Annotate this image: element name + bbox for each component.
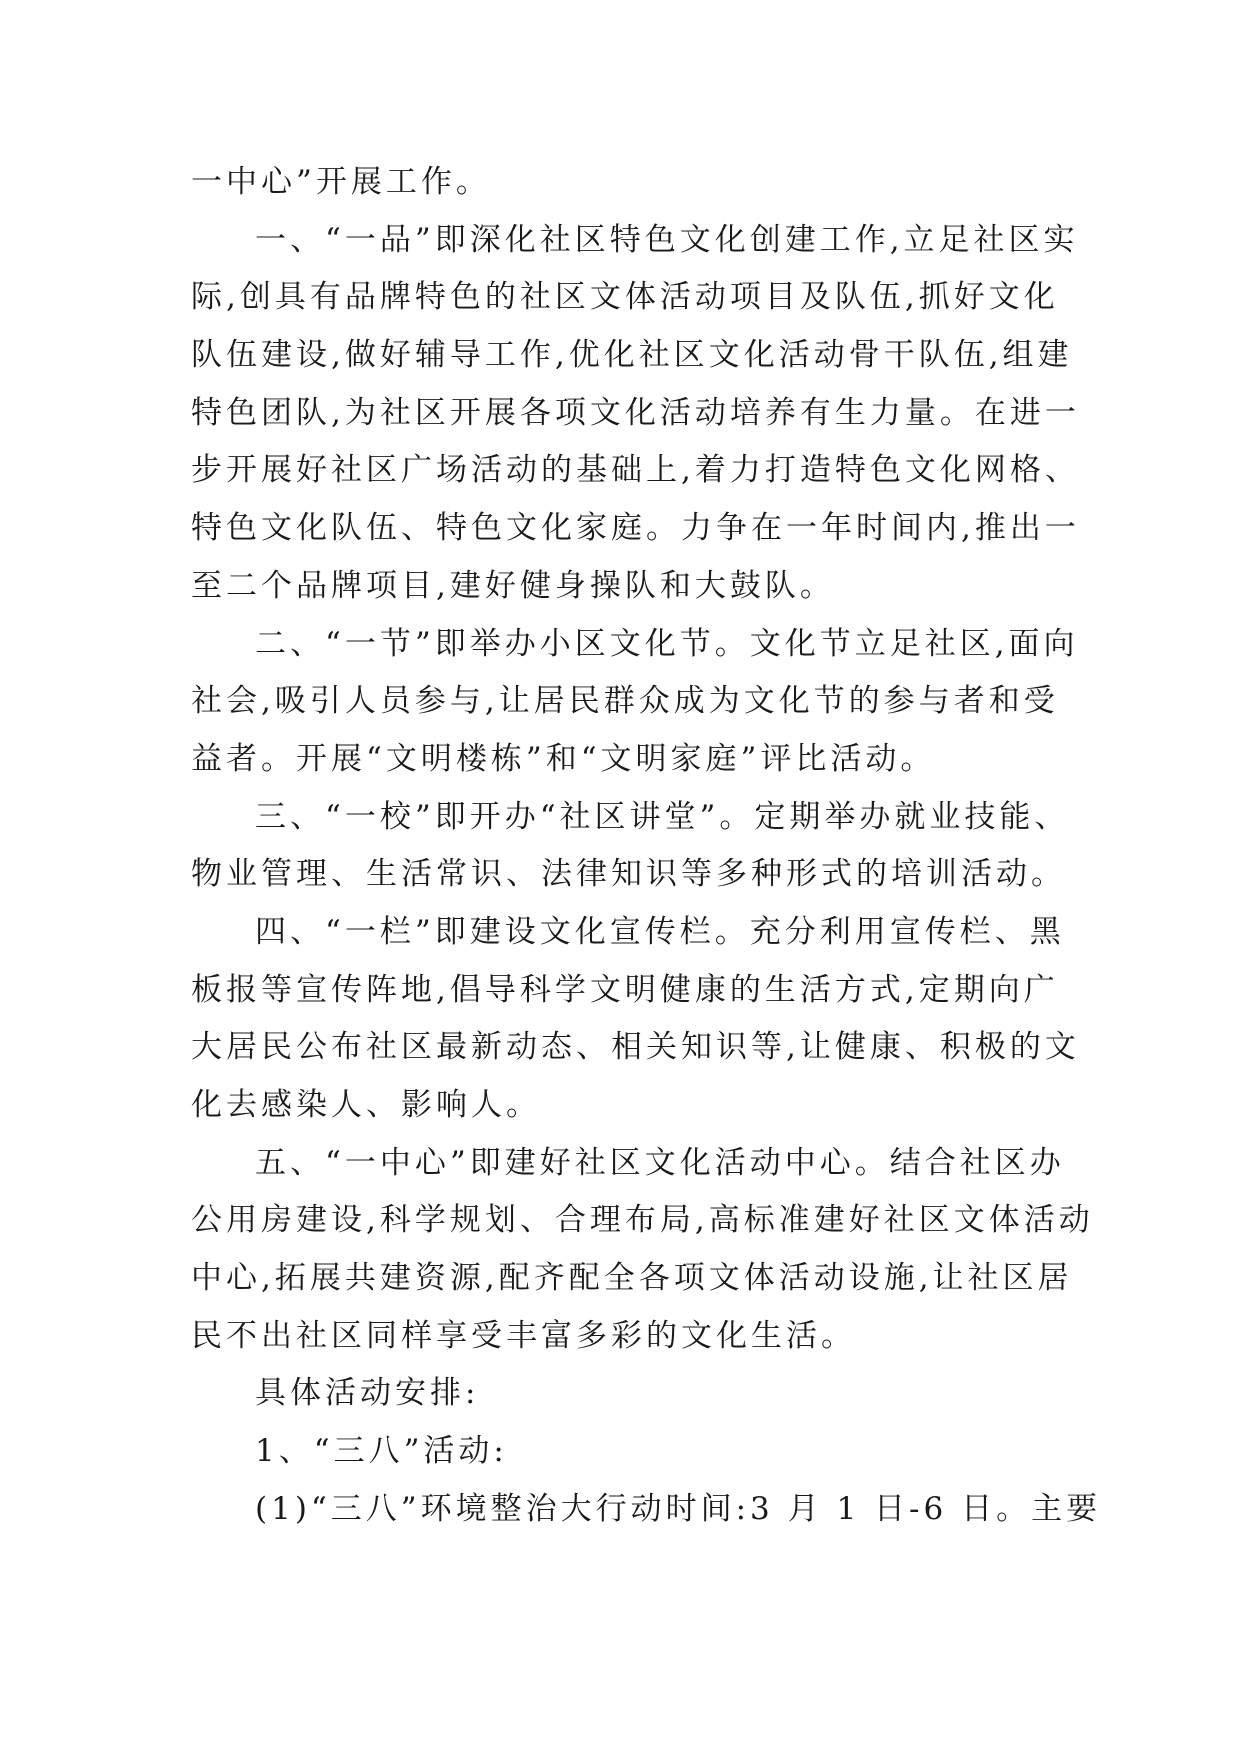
text-line: 一、“一品”即深化社区特色文化创建工作,立足社区实 xyxy=(255,221,1079,258)
text-line: 公用房建设,科学规划、合理布局,高标准建好社区文体活动 xyxy=(191,1202,1094,1239)
text-line: 队伍建设,做好辅导工作,优化社区文化活动骨干队伍,组建 xyxy=(191,337,1073,374)
text-line: 具体活动安排: xyxy=(255,1375,480,1412)
text-line: 五、“一中心”即建好社区文化活动中心。结合社区办 xyxy=(255,1144,1065,1181)
text-line: 步开展好社区广场活动的基础上,着力打造特色文化网格、 xyxy=(191,452,1080,489)
text-line: 中心,拓展共建资源,配齐配全各项文体活动设施,让社区居 xyxy=(191,1260,1073,1297)
text-line: 1、“三八”活动: xyxy=(255,1433,508,1470)
text-line: 三、“一校”即开办“社区讲堂”。定期举办就业技能、 xyxy=(255,798,1070,835)
text-line: 际,创具有品牌特色的社区文体活动项目及队伍,抓好文化 xyxy=(191,279,1059,316)
text-line: 民不出社区同样享受丰富多彩的文化生活。 xyxy=(191,1317,856,1354)
text-line: 特色文化队伍、特色文化家庭。力争在一年时间内,推出一 xyxy=(191,510,1080,547)
text-line: 化去感染人、影响人。 xyxy=(191,1087,541,1123)
text-line: 板报等宣传阵地,倡导科学文明健康的生活方式,定期向广 xyxy=(191,971,1059,1008)
text-line: 一中心”开展工作。 xyxy=(191,164,491,200)
text-line: 大居民公布社区最新动态、相关知识等,让健康、积极的文 xyxy=(191,1029,1080,1066)
text-line: 四、“一栏”即建设文化宣传栏。充分利用宣传栏、黑 xyxy=(255,913,1065,950)
text-line: (1)“三八”环境整治大行动时间:3 月 1 日-6 日。主要 xyxy=(255,1490,1102,1527)
text-line: 益者。开展“文明楼栋”和“文明家庭”评比活动。 xyxy=(191,740,936,777)
text-line: 二、“一节”即举办小区文化节。文化节立足社区,面向 xyxy=(255,625,1079,662)
text-line: 特色团队,为社区开展各项文化活动培养有生力量。在进一 xyxy=(191,394,1080,431)
text-line: 物业管理、生活常识、法律知识等多种形式的培训活动。 xyxy=(191,856,1066,893)
document-body-text xyxy=(191,154,1102,1539)
text-line: 至二个品牌项目,建好健身操队和大鼓队。 xyxy=(191,567,835,604)
text-line: 社会,吸引人员参与,让居民群众成为文化节的参与者和受 xyxy=(191,683,1059,720)
